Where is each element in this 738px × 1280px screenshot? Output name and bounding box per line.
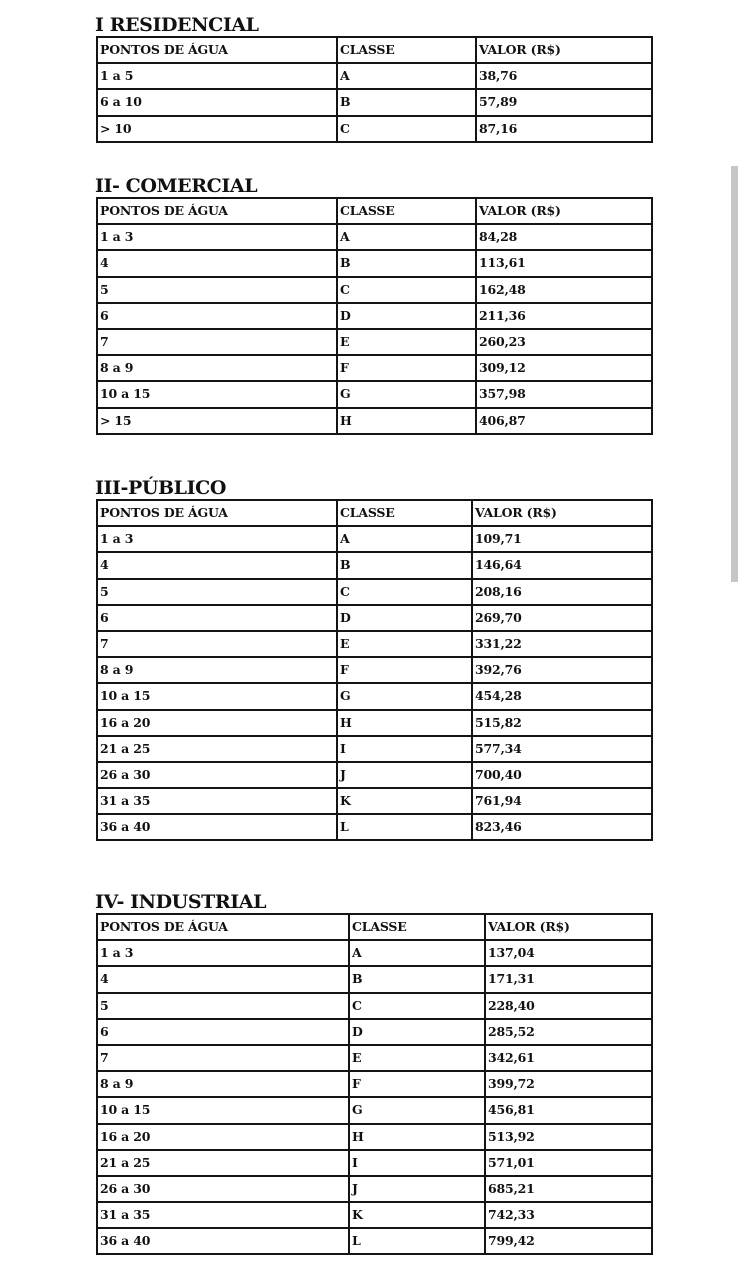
pontos-de-agua-cell: 7 bbox=[97, 631, 337, 657]
table-row bbox=[97, 736, 652, 762]
pontos-de-agua-cell: 6 a 10 bbox=[97, 89, 337, 115]
table-row bbox=[97, 657, 652, 683]
table-row bbox=[97, 1045, 652, 1071]
section-title: II- COMERCIAL bbox=[95, 175, 258, 197]
valor-cell: 285,52 bbox=[485, 1019, 652, 1045]
valor-cell: 392,76 bbox=[472, 657, 652, 683]
table-row bbox=[97, 814, 652, 840]
classe-cell: J bbox=[337, 762, 472, 788]
classe-cell: F bbox=[349, 1071, 485, 1097]
section-comercial bbox=[96, 175, 653, 435]
pontos-de-agua-cell: 8 a 9 bbox=[97, 355, 337, 381]
valor-cell: 87,16 bbox=[476, 116, 652, 142]
table-header-row bbox=[97, 500, 652, 526]
classe-cell: A bbox=[349, 940, 485, 966]
table-row bbox=[97, 940, 652, 966]
table-row bbox=[97, 355, 652, 381]
pontos-de-agua-cell: 26 a 30 bbox=[97, 1176, 349, 1202]
valor-cell: 357,98 bbox=[476, 381, 652, 407]
valor-cell: 162,48 bbox=[476, 277, 652, 303]
classe-cell: C bbox=[337, 277, 476, 303]
section-title: I RESIDENCIAL bbox=[95, 14, 259, 36]
classe-cell: C bbox=[337, 579, 472, 605]
valor-cell: 515,82 bbox=[472, 710, 652, 736]
classe-header: CLASSE bbox=[337, 37, 476, 63]
valor-cell: 685,21 bbox=[485, 1176, 652, 1202]
valor-header: VALOR (R$) bbox=[472, 500, 652, 526]
valor-cell: 208,16 bbox=[472, 579, 652, 605]
table-row bbox=[97, 381, 652, 407]
pontos-de-agua-cell: 21 a 25 bbox=[97, 1150, 349, 1176]
table-row bbox=[97, 993, 652, 1019]
section-title: IV- INDUSTRIAL bbox=[95, 891, 267, 913]
table-row bbox=[97, 1019, 652, 1045]
classe-cell: A bbox=[337, 526, 472, 552]
classe-cell: D bbox=[337, 303, 476, 329]
table-row bbox=[97, 788, 652, 814]
classe-cell: E bbox=[337, 329, 476, 355]
valor-cell: 700,40 bbox=[472, 762, 652, 788]
section-industrial bbox=[96, 891, 653, 1255]
classe-cell: A bbox=[337, 224, 476, 250]
valor-cell: 823,46 bbox=[472, 814, 652, 840]
tariff-table-industrial bbox=[96, 913, 653, 1255]
classe-cell: J bbox=[349, 1176, 485, 1202]
valor-cell: 799,42 bbox=[485, 1228, 652, 1254]
table-row bbox=[97, 1228, 652, 1254]
table-row bbox=[97, 762, 652, 788]
table-header-row bbox=[97, 914, 652, 940]
valor-cell: 113,61 bbox=[476, 250, 652, 276]
table-header-row bbox=[97, 37, 652, 63]
classe-cell: E bbox=[349, 1045, 485, 1071]
pontos-de-agua-cell: 6 bbox=[97, 1019, 349, 1045]
pontos-de-agua-cell: 6 bbox=[97, 605, 337, 631]
classe-cell: F bbox=[337, 355, 476, 381]
classe-cell: K bbox=[337, 788, 472, 814]
table-row bbox=[97, 631, 652, 657]
classe-cell: G bbox=[349, 1097, 485, 1123]
pontos-de-agua-header: PONTOS DE ÁGUA bbox=[97, 914, 349, 940]
classe-cell: B bbox=[337, 552, 472, 578]
pontos-de-agua-cell: 5 bbox=[97, 993, 349, 1019]
table-row bbox=[97, 1202, 652, 1228]
valor-cell: 171,31 bbox=[485, 966, 652, 992]
pontos-de-agua-cell: 6 bbox=[97, 303, 337, 329]
classe-cell: H bbox=[337, 710, 472, 736]
valor-cell: 342,61 bbox=[485, 1045, 652, 1071]
valor-cell: 456,81 bbox=[485, 1097, 652, 1123]
valor-cell: 109,71 bbox=[472, 526, 652, 552]
valor-header: VALOR (R$) bbox=[485, 914, 652, 940]
tariff-table-publico bbox=[96, 499, 653, 841]
pontos-de-agua-cell: 1 a 3 bbox=[97, 940, 349, 966]
pontos-de-agua-cell: 1 a 3 bbox=[97, 224, 337, 250]
table-row bbox=[97, 303, 652, 329]
pontos-de-agua-cell: 16 a 20 bbox=[97, 710, 337, 736]
table-row bbox=[97, 250, 652, 276]
table-row bbox=[97, 89, 652, 115]
valor-cell: 38,76 bbox=[476, 63, 652, 89]
classe-cell: D bbox=[349, 1019, 485, 1045]
valor-cell: 761,94 bbox=[472, 788, 652, 814]
valor-cell: 454,28 bbox=[472, 683, 652, 709]
table-row bbox=[97, 579, 652, 605]
classe-cell: E bbox=[337, 631, 472, 657]
table-row bbox=[97, 1097, 652, 1123]
pontos-de-agua-cell: 8 a 9 bbox=[97, 1071, 349, 1097]
table-row bbox=[97, 966, 652, 992]
valor-cell: 211,36 bbox=[476, 303, 652, 329]
table-row bbox=[97, 1150, 652, 1176]
valor-cell: 513,92 bbox=[485, 1124, 652, 1150]
table-row bbox=[97, 408, 652, 434]
pontos-de-agua-header: PONTOS DE ÁGUA bbox=[97, 37, 337, 63]
valor-header: VALOR (R$) bbox=[476, 37, 652, 63]
table-row bbox=[97, 1071, 652, 1097]
valor-cell: 331,22 bbox=[472, 631, 652, 657]
classe-header: CLASSE bbox=[349, 914, 485, 940]
pontos-de-agua-cell: > 10 bbox=[97, 116, 337, 142]
vertical-scrollbar[interactable] bbox=[731, 166, 738, 582]
section-title: III-PÚBLICO bbox=[95, 477, 226, 499]
classe-cell: B bbox=[337, 250, 476, 276]
pontos-de-agua-cell: 4 bbox=[97, 250, 337, 276]
classe-cell: L bbox=[337, 814, 472, 840]
pontos-de-agua-cell: 4 bbox=[97, 552, 337, 578]
table-row bbox=[97, 329, 652, 355]
classe-cell: A bbox=[337, 63, 476, 89]
classe-cell: F bbox=[337, 657, 472, 683]
pontos-de-agua-cell: 7 bbox=[97, 329, 337, 355]
pontos-de-agua-cell: 21 a 25 bbox=[97, 736, 337, 762]
classe-cell: C bbox=[349, 993, 485, 1019]
valor-header: VALOR (R$) bbox=[476, 198, 652, 224]
pontos-de-agua-cell: 36 a 40 bbox=[97, 814, 337, 840]
pontos-de-agua-cell: 31 a 35 bbox=[97, 1202, 349, 1228]
section-residencial bbox=[96, 14, 653, 143]
pontos-de-agua-cell: 5 bbox=[97, 277, 337, 303]
classe-cell: L bbox=[349, 1228, 485, 1254]
classe-cell: K bbox=[349, 1202, 485, 1228]
valor-cell: 137,04 bbox=[485, 940, 652, 966]
table-header-row bbox=[97, 198, 652, 224]
classe-header: CLASSE bbox=[337, 500, 472, 526]
valor-cell: 146,64 bbox=[472, 552, 652, 578]
classe-header: CLASSE bbox=[337, 198, 476, 224]
table-row bbox=[97, 277, 652, 303]
pontos-de-agua-cell: 1 a 5 bbox=[97, 63, 337, 89]
table-row bbox=[97, 224, 652, 250]
pontos-de-agua-cell: 10 a 15 bbox=[97, 381, 337, 407]
valor-cell: 84,28 bbox=[476, 224, 652, 250]
table-row bbox=[97, 1176, 652, 1202]
classe-cell: H bbox=[349, 1124, 485, 1150]
pontos-de-agua-cell: 31 a 35 bbox=[97, 788, 337, 814]
pontos-de-agua-cell: 10 a 15 bbox=[97, 683, 337, 709]
pontos-de-agua-header: PONTOS DE ÁGUA bbox=[97, 198, 337, 224]
tariff-table-residencial bbox=[96, 36, 653, 143]
table-row bbox=[97, 710, 652, 736]
valor-cell: 742,33 bbox=[485, 1202, 652, 1228]
classe-cell: C bbox=[337, 116, 476, 142]
table-row bbox=[97, 116, 652, 142]
valor-cell: 269,70 bbox=[472, 605, 652, 631]
table-row bbox=[97, 683, 652, 709]
pontos-de-agua-cell: 5 bbox=[97, 579, 337, 605]
table-row bbox=[97, 605, 652, 631]
pontos-de-agua-header: PONTOS DE ÁGUA bbox=[97, 500, 337, 526]
table-row bbox=[97, 1124, 652, 1150]
valor-cell: 406,87 bbox=[476, 408, 652, 434]
table-row bbox=[97, 526, 652, 552]
valor-cell: 260,23 bbox=[476, 329, 652, 355]
table-row bbox=[97, 63, 652, 89]
valor-cell: 571,01 bbox=[485, 1150, 652, 1176]
classe-cell: D bbox=[337, 605, 472, 631]
section-publico bbox=[96, 477, 653, 841]
pontos-de-agua-cell: 7 bbox=[97, 1045, 349, 1071]
pontos-de-agua-cell: 26 a 30 bbox=[97, 762, 337, 788]
pontos-de-agua-cell: 8 a 9 bbox=[97, 657, 337, 683]
classe-cell: G bbox=[337, 381, 476, 407]
valor-cell: 399,72 bbox=[485, 1071, 652, 1097]
pontos-de-agua-cell: 1 a 3 bbox=[97, 526, 337, 552]
classe-cell: I bbox=[349, 1150, 485, 1176]
pontos-de-agua-cell: 10 a 15 bbox=[97, 1097, 349, 1123]
pontos-de-agua-cell: > 15 bbox=[97, 408, 337, 434]
valor-cell: 228,40 bbox=[485, 993, 652, 1019]
pontos-de-agua-cell: 16 a 20 bbox=[97, 1124, 349, 1150]
classe-cell: I bbox=[337, 736, 472, 762]
valor-cell: 577,34 bbox=[472, 736, 652, 762]
valor-cell: 309,12 bbox=[476, 355, 652, 381]
pontos-de-agua-cell: 36 a 40 bbox=[97, 1228, 349, 1254]
tariff-table-comercial bbox=[96, 197, 653, 435]
classe-cell: H bbox=[337, 408, 476, 434]
table-row bbox=[97, 552, 652, 578]
classe-cell: B bbox=[349, 966, 485, 992]
pontos-de-agua-cell: 4 bbox=[97, 966, 349, 992]
valor-cell: 57,89 bbox=[476, 89, 652, 115]
classe-cell: B bbox=[337, 89, 476, 115]
classe-cell: G bbox=[337, 683, 472, 709]
